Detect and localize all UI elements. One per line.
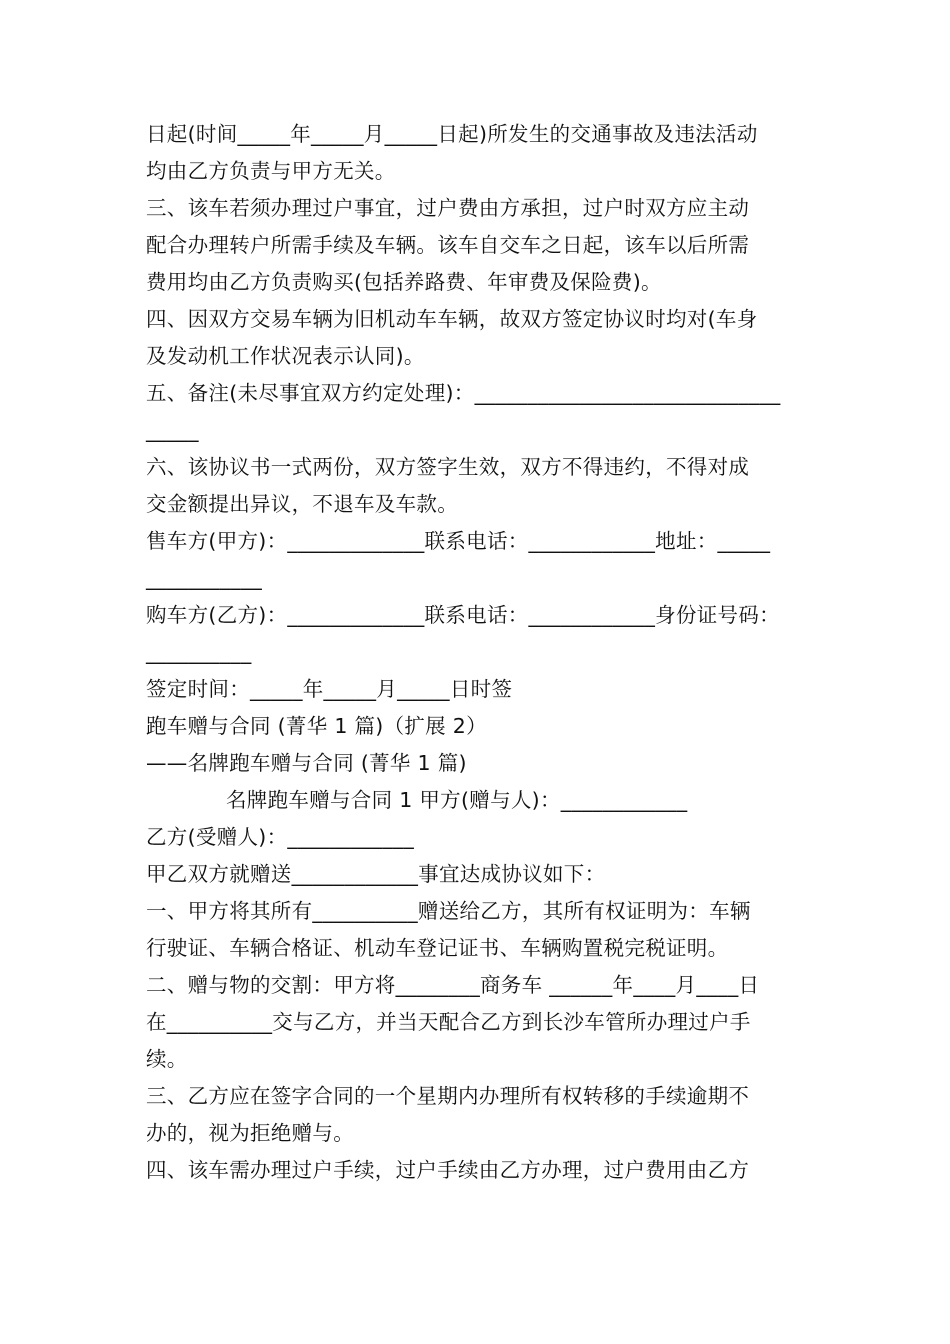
text-line: 均由乙方负责与甲方无关。 — [146, 159, 396, 183]
text-line: 办的，视为拒绝赠与。 — [146, 1121, 354, 1145]
text-line: 日起(时间_____年_____月_____日起)所发生的交通事故及违法活动 — [146, 122, 758, 146]
text-line: 及发动机工作状况表示认同)。 — [146, 344, 425, 368]
document-body — [146, 116, 816, 1189]
text-line: 三、乙方应在签字合同的一个星期内办理所有权转移的手续逾期不 — [146, 1084, 750, 1108]
text-line: 乙方(受赠人)：____________ — [146, 825, 414, 849]
text-line: 交金额提出异议，不退车及车款。 — [146, 492, 458, 516]
text-line: 行驶证、车辆合格证、机动车登记证书、车辆购置税完税证明。 — [146, 936, 729, 960]
section-subheading: ——名牌跑车赠与合同 (菁华 1 篇) — [146, 751, 467, 775]
text-line: 五、备注(未尽事宜双方约定处理)：_____________________________ — [146, 381, 781, 405]
text-line: 配合办理转户所需手续及车辆。该车自交车之日起，该车以后所需 — [146, 233, 750, 257]
text-line: 三、该车若须办理过户事宜，过户费由方承担，过户时双方应主动 — [146, 196, 750, 220]
section-heading: 跑车赠与合同 (菁华 1 篇)（扩展 2） — [146, 714, 487, 738]
text-line: 甲乙双方就赠送____________事宜达成协议如下： — [146, 862, 606, 886]
text-line: 签定时间：_____年_____月_____日时签 — [146, 677, 513, 701]
text-line: ___________ — [146, 566, 263, 590]
text-line: 购车方(乙方)：_____________联系电话：____________身份证号码： — [146, 603, 780, 627]
text-line: 续。 — [146, 1047, 188, 1071]
text-line: 售车方(甲方)：_____________联系电话：____________地址：_____ — [146, 529, 771, 553]
text-line: 二、赠与物的交割：甲方将________商务车 ______年____月____日 — [146, 973, 760, 997]
text-line: 六、该协议书一式两份，双方签字生效，双方不得违约，不得对成 — [146, 455, 750, 479]
text-line: 费用均由乙方负责购买(包括养路费、年审费及保险费)。 — [146, 270, 662, 294]
text-line: _____ — [146, 418, 199, 442]
text-line: 在__________交与乙方，并当天配合乙方到长沙车管所办理过户手 — [146, 1010, 751, 1034]
text-line: 一、甲方将其所有__________赠送给乙方，其所有权证明为：车辆 — [146, 899, 751, 923]
text-line: 四、该车需办理过户手续，过户手续由乙方办理，过户费用由乙方 — [146, 1158, 750, 1182]
contract-title-line: 名牌跑车赠与合同 1 甲方(赠与人)：____________ — [226, 788, 688, 812]
text-line: 四、因双方交易车辆为旧机动车车辆，故双方签定协议时均对(车身 — [146, 307, 758, 331]
text-line: __________ — [146, 640, 252, 664]
